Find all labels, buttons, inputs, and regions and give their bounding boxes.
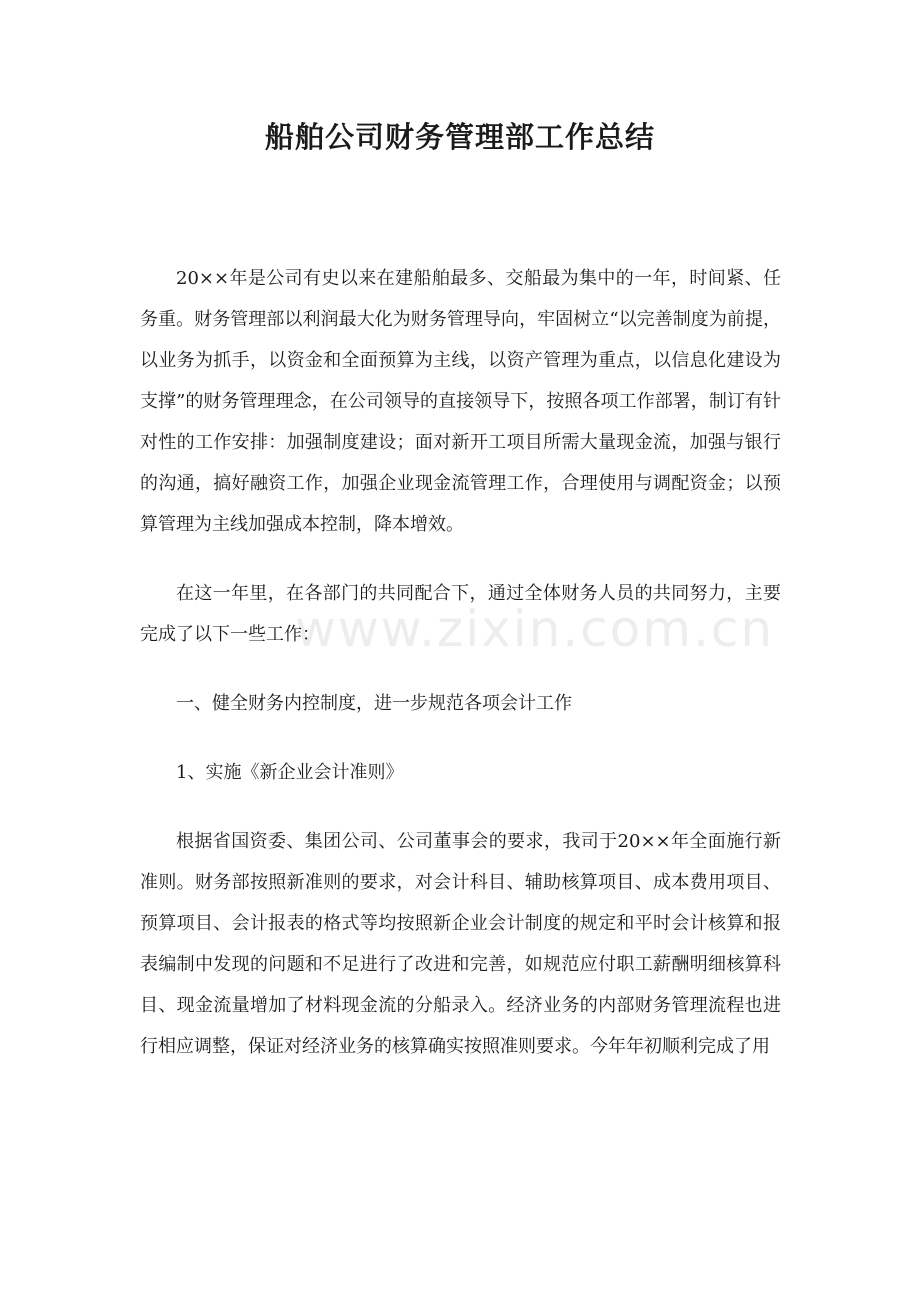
section-heading-1: 一、健全财务内控制度，进一步规范各项会计工作 [176, 693, 572, 714]
document-body [140, 258, 781, 1067]
paragraph-new-standards: 根据省国资委、集团公司、公司董事会的要求，我司于20××年全面施行新准则。财务部按照新准则的要求，对会计科目、辅助核算项目、成本费用项目、预算项目、会计报表的格式等均按照新企业会计制度的规定和平时会计核算和报表编制中发现的问题和不足进行了改进和完善，如规范应付职工薪酬明细核算科目、现金流量增加了材料现金流的分船录入。经济业务的内部财务管理流程也进行相应调整，保证对经济业务的核算确实按照准则要求。今年年初顺利完成了用 [140, 831, 781, 1057]
subsection-heading-1-1: 1、实施《新企业会计准则》 [176, 762, 404, 783]
document-title: 船舶公司财务管理部工作总结 [264, 120, 655, 154]
watermark: www.zixin.com.cn [295, 600, 775, 658]
paragraph-intro: 20××年是公司有史以来在建船舶最多、交船最为集中的一年，时间紧、任务重。财务管理部以利润最大化为财务管理导向，牢固树立“以完善制度为前提，以业务为抓手，以资金和全面预算为主线，以资产管理为重点，以信息化建设为支撑”的财务管理理念，在公司领导的直接领导下，按照各项工作部署，制订有针对性的工作安排：加强制度建设；面对新开工项目所需大量现金流，加强与银行的沟通，搞好融资工作，加强企业现金流管理工作，合理使用与调配资金；以预算管理为主线加强成本控制，降本增效。 [140, 268, 781, 535]
paragraph-summary-lead: 在这一年里，在各部门的共同配合下，通过全体财务人员的共同努力，主要完成了以下一些工作： [140, 583, 781, 645]
